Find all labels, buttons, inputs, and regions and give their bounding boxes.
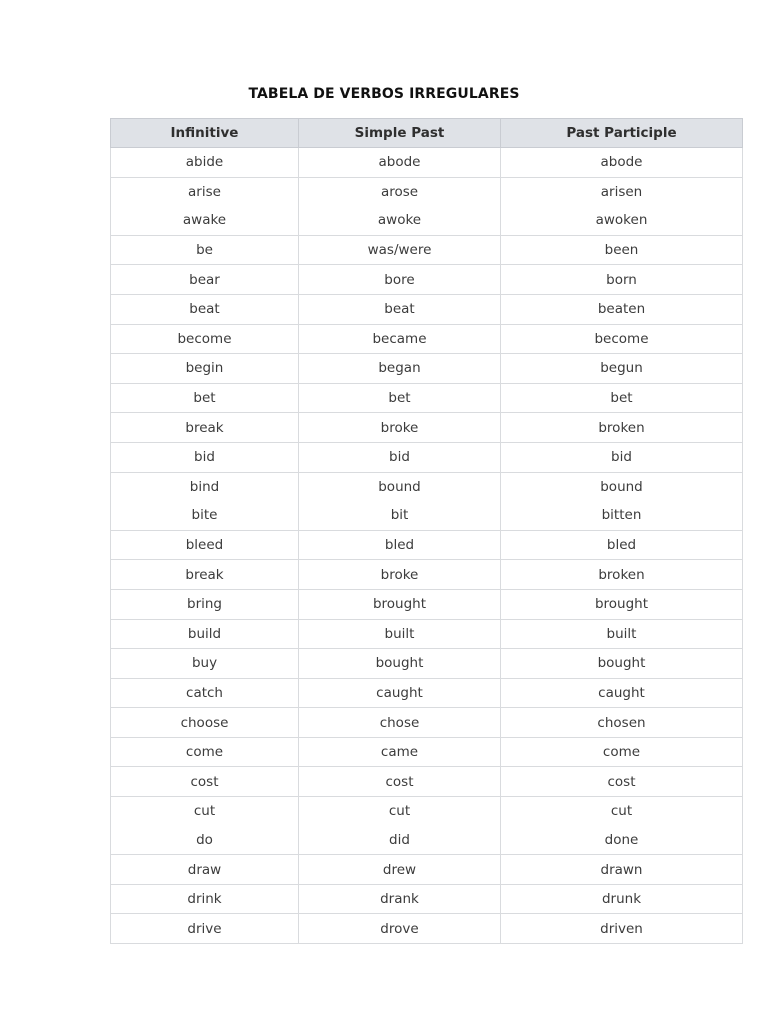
cell-simple-past: cost (299, 767, 501, 797)
cell-infinitive: break (111, 413, 299, 443)
table-row (111, 383, 743, 413)
table-row (111, 826, 743, 855)
header-past-participle: Past Participle (501, 119, 743, 148)
cell-infinitive: awake (111, 206, 299, 235)
document-title-text: TABELA DE VERBOS IRREGULARES (248, 86, 520, 102)
cell-infinitive: bid (111, 442, 299, 472)
cell-infinitive: do (111, 826, 299, 855)
cell-past-participle: caught (501, 678, 743, 708)
cell-past-participle: done (501, 826, 743, 855)
cell-simple-past: built (299, 619, 501, 649)
cell-past-participle: bound (501, 472, 743, 501)
cell-simple-past: cut (299, 797, 501, 826)
cell-past-participle: begun (501, 354, 743, 384)
cell-infinitive: arise (111, 177, 299, 206)
table-row (111, 619, 743, 649)
cell-simple-past: arose (299, 177, 501, 206)
table-row (111, 649, 743, 679)
table-row (111, 472, 743, 501)
table-row (111, 884, 743, 914)
cell-simple-past: drank (299, 884, 501, 914)
cell-past-participle: become (501, 324, 743, 354)
table-row (111, 235, 743, 265)
cell-simple-past: abode (299, 148, 501, 178)
cell-simple-past: awoke (299, 206, 501, 235)
table-row (111, 708, 743, 738)
cell-past-participle: drawn (501, 855, 743, 885)
cell-past-participle: broken (501, 413, 743, 443)
cell-past-participle: beaten (501, 294, 743, 324)
cell-simple-past: began (299, 354, 501, 384)
cell-simple-past: bore (299, 265, 501, 295)
table-row (111, 589, 743, 619)
cell-infinitive: cut (111, 797, 299, 826)
cell-infinitive: come (111, 737, 299, 767)
cell-simple-past: became (299, 324, 501, 354)
cell-past-participle: built (501, 619, 743, 649)
header-infinitive: Infinitive (111, 119, 299, 148)
cell-simple-past: broke (299, 560, 501, 590)
cell-past-participle: awoken (501, 206, 743, 235)
cell-past-participle: cut (501, 797, 743, 826)
cell-simple-past: caught (299, 678, 501, 708)
cell-past-participle: born (501, 265, 743, 295)
cell-infinitive: drive (111, 914, 299, 944)
cell-past-participle: driven (501, 914, 743, 944)
cell-past-participle: chosen (501, 708, 743, 738)
cell-infinitive: bite (111, 501, 299, 530)
cell-past-participle: bet (501, 383, 743, 413)
cell-infinitive: cost (111, 767, 299, 797)
cell-past-participle: come (501, 737, 743, 767)
table-row (111, 324, 743, 354)
table-row (111, 530, 743, 560)
cell-simple-past: bled (299, 530, 501, 560)
cell-simple-past: was/were (299, 235, 501, 265)
cell-infinitive: abide (111, 148, 299, 178)
cell-simple-past: bet (299, 383, 501, 413)
table-row (111, 265, 743, 295)
cell-infinitive: be (111, 235, 299, 265)
table-row (111, 442, 743, 472)
cell-simple-past: bit (299, 501, 501, 530)
cell-past-participle: brought (501, 589, 743, 619)
table-header (111, 119, 743, 148)
cell-infinitive: build (111, 619, 299, 649)
cell-infinitive: drink (111, 884, 299, 914)
cell-simple-past: did (299, 826, 501, 855)
cell-infinitive: bleed (111, 530, 299, 560)
cell-infinitive: bind (111, 472, 299, 501)
cell-simple-past: beat (299, 294, 501, 324)
cell-past-participle: arisen (501, 177, 743, 206)
cell-simple-past: brought (299, 589, 501, 619)
cell-past-participle: cost (501, 767, 743, 797)
table-row (111, 354, 743, 384)
cell-past-participle: bid (501, 442, 743, 472)
cell-infinitive: begin (111, 354, 299, 384)
table-row (111, 294, 743, 324)
table-row (111, 501, 743, 530)
cell-past-participle: been (501, 235, 743, 265)
table-row (111, 737, 743, 767)
cell-past-participle: broken (501, 560, 743, 590)
cell-past-participle: bled (501, 530, 743, 560)
header-row (111, 119, 743, 148)
table-body (111, 148, 743, 944)
table-row (111, 678, 743, 708)
table-row (111, 148, 743, 178)
cell-simple-past: drove (299, 914, 501, 944)
document-title (0, 86, 768, 102)
cell-infinitive: beat (111, 294, 299, 324)
cell-simple-past: bound (299, 472, 501, 501)
cell-simple-past: chose (299, 708, 501, 738)
cell-simple-past: came (299, 737, 501, 767)
cell-infinitive: break (111, 560, 299, 590)
cell-infinitive: become (111, 324, 299, 354)
table-row (111, 413, 743, 443)
cell-simple-past: bid (299, 442, 501, 472)
table-row (111, 560, 743, 590)
table-row (111, 206, 743, 235)
table-row (111, 797, 743, 826)
cell-past-participle: drunk (501, 884, 743, 914)
cell-past-participle: bought (501, 649, 743, 679)
cell-infinitive: catch (111, 678, 299, 708)
table-row (111, 177, 743, 206)
cell-past-participle: abode (501, 148, 743, 178)
cell-simple-past: broke (299, 413, 501, 443)
cell-infinitive: draw (111, 855, 299, 885)
irregular-verbs-table (110, 118, 743, 944)
table-row (111, 855, 743, 885)
cell-infinitive: choose (111, 708, 299, 738)
cell-infinitive: bring (111, 589, 299, 619)
cell-infinitive: bear (111, 265, 299, 295)
cell-infinitive: bet (111, 383, 299, 413)
table-row (111, 767, 743, 797)
cell-simple-past: drew (299, 855, 501, 885)
cell-simple-past: bought (299, 649, 501, 679)
cell-infinitive: buy (111, 649, 299, 679)
header-simple-past: Simple Past (299, 119, 501, 148)
cell-past-participle: bitten (501, 501, 743, 530)
table-row (111, 914, 743, 944)
